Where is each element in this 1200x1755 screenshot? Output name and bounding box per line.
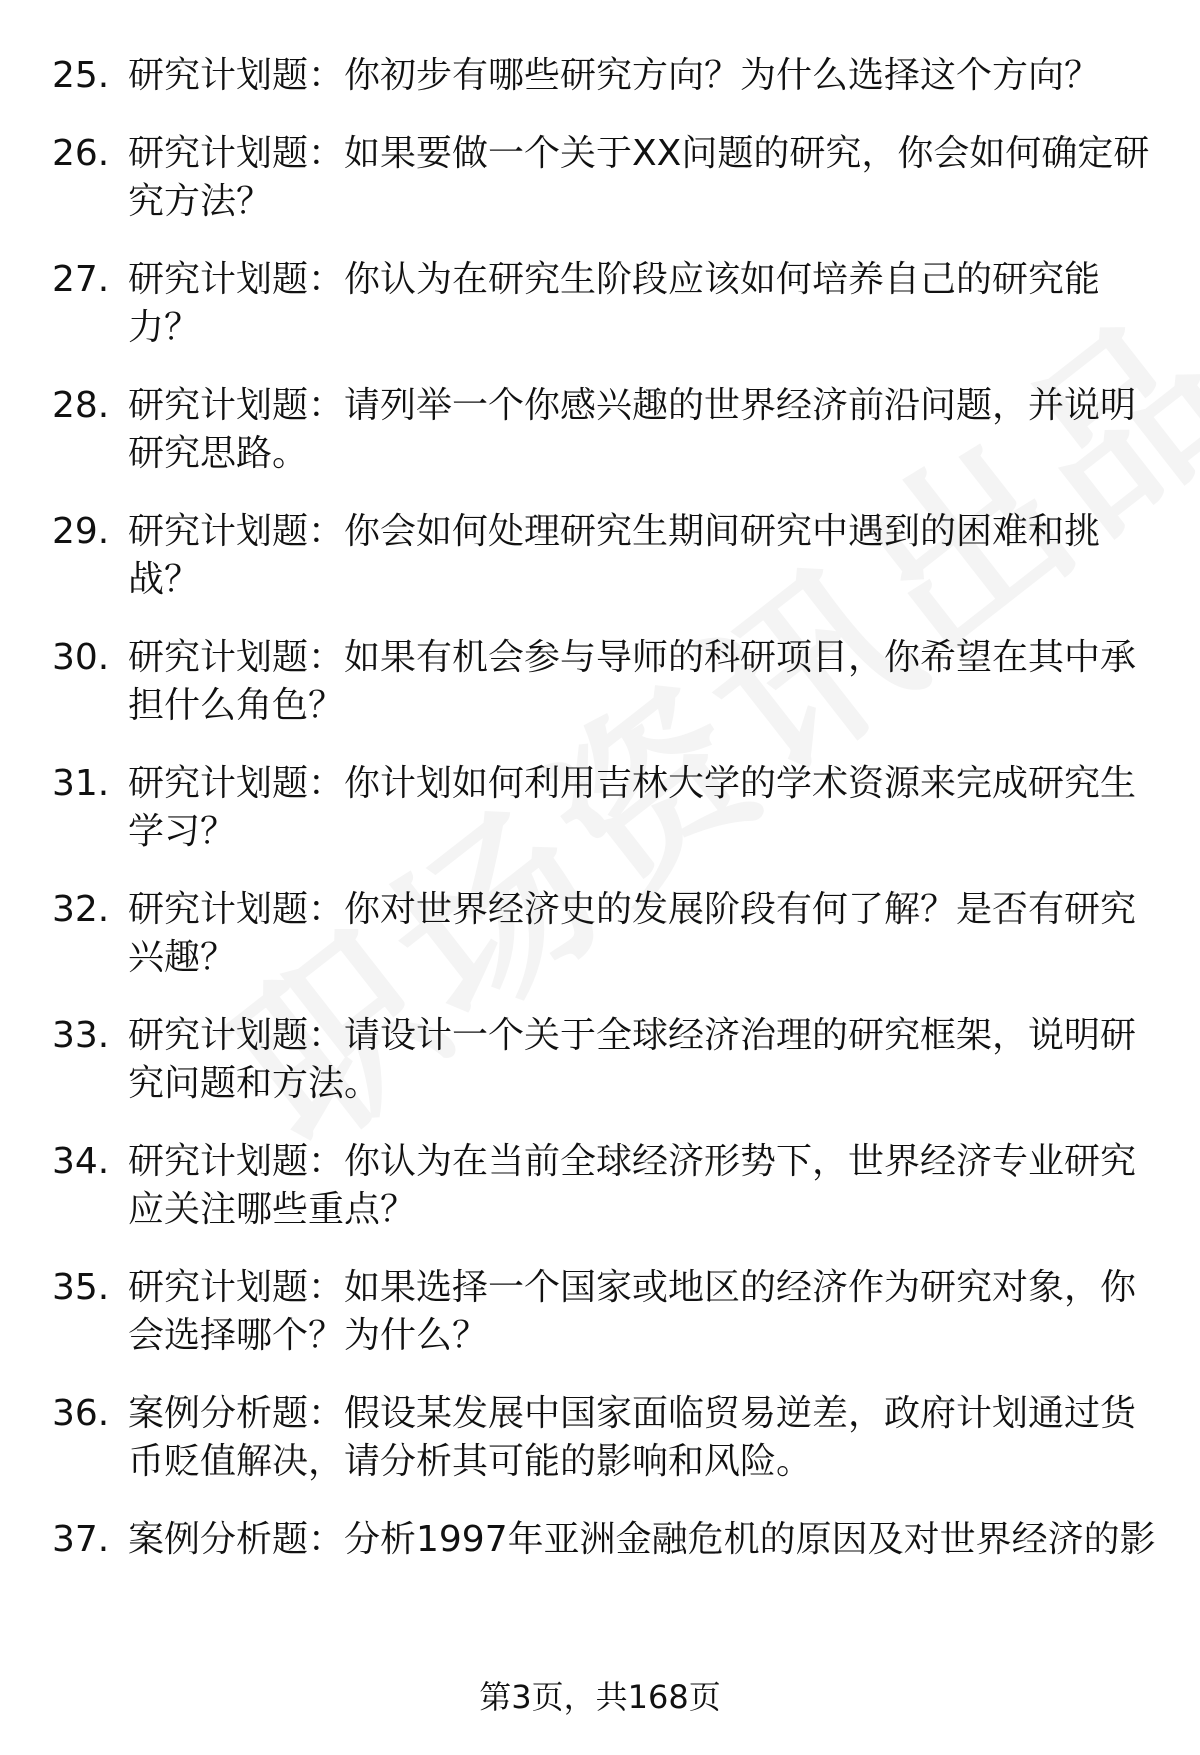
item-text: 研究计划题：请列举一个你感兴趣的世界经济前沿问题，并说明研究思路。: [128, 385, 1137, 474]
item-text: 研究计划题：你认为在当前全球经济形势下，世界经济专业研究应关注哪些重点？: [128, 1141, 1137, 1230]
list-item: [0, 52, 1200, 100]
list-item: [0, 508, 1200, 604]
item-text: 研究计划题：请设计一个关于全球经济治理的研究框架，说明研究问题和方法。: [128, 1015, 1137, 1104]
item-text: 案例分析题：分析1997年亚洲金融危机的原因及对世界经济的影: [128, 1519, 1156, 1560]
page-footer: 第3页，共168页: [479, 1678, 721, 1716]
item-number: 32.: [52, 889, 110, 930]
item-number: 30.: [52, 637, 110, 678]
item-text: 研究计划题：你对世界经济史的发展阶段有何了解？是否有研究兴趣？: [128, 889, 1137, 978]
item-number: 37.: [52, 1519, 110, 1560]
item-number: 35.: [52, 1267, 110, 1308]
list-item: [0, 130, 1200, 226]
list-item: [0, 634, 1200, 730]
question-list: [0, 52, 1200, 1594]
list-item: [0, 1138, 1200, 1234]
item-text: 研究计划题：你认为在研究生阶段应该如何培养自己的研究能力？: [128, 259, 1101, 348]
list-item: [0, 760, 1200, 856]
item-number: 36.: [52, 1393, 110, 1434]
item-number: 28.: [52, 385, 110, 426]
item-text: 研究计划题：你计划如何利用吉林大学的学术资源来完成研究生学习？: [128, 763, 1137, 852]
item-number: 27.: [52, 259, 110, 300]
item-number: 34.: [52, 1141, 110, 1182]
item-text: 案例分析题：假设某发展中国家面临贸易逆差，政府计划通过货币贬值解决，请分析其可能的影响和风险。: [128, 1393, 1137, 1482]
item-number: 25.: [52, 55, 110, 96]
list-item: [0, 1390, 1200, 1486]
list-item: [0, 1012, 1200, 1108]
item-text: 研究计划题：你初步有哪些研究方向？为什么选择这个方向？: [128, 55, 1101, 96]
item-number: 31.: [52, 763, 110, 804]
item-number: 33.: [52, 1015, 110, 1056]
item-text: 研究计划题：你会如何处理研究生期间研究中遇到的困难和挑战？: [128, 511, 1101, 600]
item-number: 29.: [52, 511, 110, 552]
item-number: 26.: [52, 133, 110, 174]
list-item: [0, 1264, 1200, 1360]
list-item: [0, 886, 1200, 982]
item-text: 研究计划题：如果有机会参与导师的科研项目，你希望在其中承担什么角色？: [128, 637, 1137, 726]
item-text: 研究计划题：如果要做一个关于XX问题的研究，你会如何确定研究方法？: [128, 133, 1150, 222]
item-text: 研究计划题：如果选择一个国家或地区的经济作为研究对象，你会选择哪个？为什么？: [128, 1267, 1137, 1356]
list-item: [0, 1516, 1200, 1564]
list-item: [0, 256, 1200, 352]
list-item: [0, 382, 1200, 478]
